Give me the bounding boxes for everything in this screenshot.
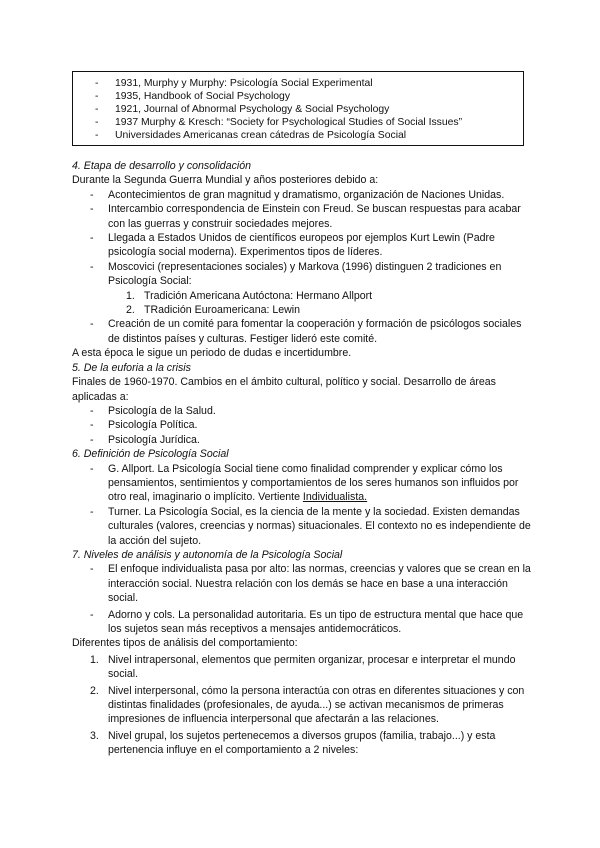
section-4-intro: Durante la Segunda Guerra Mundial y años posteriores debido a: bbox=[72, 174, 379, 187]
list-item: - Psicología de la Salud. bbox=[90, 404, 216, 417]
list-item: - El enfoque individualista pasa por alto: las normas, creencias y valores que se crean en la interacción social. Nuestra relación con los demás se hace en base a una interacción social. bbox=[90, 563, 531, 605]
dash-bullet: - bbox=[90, 433, 94, 446]
list-item: - Adorno y cols. La personalidad autoritaria. Es un tipo de estructura mental que hace que los sujetos sean más receptivos a mensajes antidemocráticos. bbox=[90, 608, 524, 635]
dash-bullet: - bbox=[90, 203, 94, 216]
section-5-list bbox=[72, 404, 532, 447]
dash-bullet: - bbox=[90, 232, 94, 245]
list-item: - 1935, Handbook of Social Psychology bbox=[95, 91, 291, 102]
section-4-closing: A esta época le sigue un periodo de dudas e incertidumbre. bbox=[72, 347, 352, 360]
section-heading-4: 4. Etapa de desarrollo y consolidación bbox=[72, 160, 252, 172]
dash-bullet: - bbox=[90, 563, 94, 576]
list-item: 2. Nivel interpersonal, cómo la persona interactúa con otras en diferentes situaciones y con distintas finalidades (profesionales, de ayuda...) se activan mecanismos de primeras impresiones de influencia interpersonal que afectarán a las relaciones. bbox=[90, 684, 525, 726]
list-item: - Psicología Jurídica. bbox=[90, 433, 200, 446]
dash-bullet: - bbox=[95, 91, 99, 102]
traditions-list bbox=[72, 289, 532, 318]
list-item: - Intercambio correspondencia de Einstein con Freud. Se buscan respuestas para acabar con las guerras y construir sociedades mejores. bbox=[90, 203, 521, 230]
list-item: - 1931, Murphy y Murphy: Psicología Social Experimental bbox=[95, 78, 373, 89]
dash-bullet: - bbox=[95, 104, 99, 115]
list-item: - Llegada a Estados Unidos de científicos europeos por ejemplos Kurt Lewin (Padre psicología social moderna). Experimentos tipos de líderes. bbox=[90, 232, 495, 259]
list-item: 2. TRadición Euroamericana: Lewin bbox=[126, 304, 301, 317]
dash-bullet: - bbox=[90, 188, 94, 201]
list-item: - Creación de un comité para fomentar la cooperación y formación de psicólogos sociales de distintos países y culturas. Festiger lideró este comité. bbox=[90, 318, 522, 345]
section-6-list bbox=[72, 462, 532, 548]
history-box bbox=[72, 71, 524, 146]
section-heading-5: 5. De la euforia a la crisis bbox=[72, 361, 191, 374]
underlined-term: Individualista. bbox=[302, 491, 368, 504]
list-item: - G. Allport. La Psicología Social tiene como finalidad comprender y explicar cómo los pensamientos, sentimientos y comportamientos de los seres humanos son influidos por otro real, imaginario o implícito. Vertiente Individualista. bbox=[90, 462, 519, 504]
list-item: 1. Nivel intrapersonal, elementos que permiten organizar, procesar e interpretar el mundo social. bbox=[90, 653, 516, 681]
dash-bullet: - bbox=[90, 318, 94, 331]
dash-bullet: - bbox=[90, 404, 94, 417]
dash-bullet: - bbox=[90, 462, 94, 475]
dash-bullet: - bbox=[95, 78, 99, 89]
dash-bullet: - bbox=[95, 117, 99, 128]
section-heading-7: 7. Niveles de análisis y autonomía de la Psicología Social bbox=[72, 548, 343, 561]
dash-bullet: - bbox=[90, 260, 94, 273]
list-item: - Acontecimientos de gran magnitud y dramatismo, organización de Naciones Unidas. bbox=[90, 188, 505, 201]
list-item: - Moscovici (representaciones sociales) y Markova (1996) distinguen 2 tradiciones en Psicología Social: bbox=[90, 260, 502, 288]
levels-list bbox=[72, 653, 532, 758]
section-heading-6: 6. Definición de Psicología Social bbox=[72, 448, 229, 461]
section-5-intro: Finales de 1960-1970. Cambios en el ámbito cultural, político y social. Desarrollo de áreas aplicadas a: bbox=[72, 376, 496, 403]
list-item: 1. Tradición Americana Autóctona: Hermano Allport bbox=[126, 289, 373, 302]
dash-bullet: - bbox=[90, 419, 94, 432]
section-4-list bbox=[72, 188, 532, 289]
dash-bullet: - bbox=[95, 130, 99, 141]
section-7-intro: Diferentes tipos de análisis del comportamiento: bbox=[72, 637, 298, 650]
list-item: - Universidades Americanas crean cátedras de Psicología Social bbox=[95, 130, 407, 141]
list-item: - Turner. La Psicología Social, es la ciencia de la mente y la sociedad. Existen demandas culturales (valores, creencias y normas) situacionales. El contexto no es independiente de la acción del sujeto. bbox=[90, 505, 531, 547]
dash-bullet: - bbox=[90, 505, 94, 518]
dash-bullet: - bbox=[90, 608, 94, 621]
list-item: - Psicología Política. bbox=[90, 419, 198, 432]
section-7-list bbox=[72, 562, 532, 636]
list-item: - 1921, Journal of Abnormal Psychology & Social Psychology bbox=[95, 104, 390, 115]
document-body bbox=[72, 159, 532, 758]
list-item: - 1937 Murphy & Kresch: “Society for Psychological Studies of Social Issues” bbox=[95, 117, 463, 128]
list-item: 3. Nivel grupal, los sujetos pertenecemos a diversos grupos (familia, trabajo...) y esta pertenencia influye en el comportamiento a 2 niveles: bbox=[90, 729, 496, 757]
